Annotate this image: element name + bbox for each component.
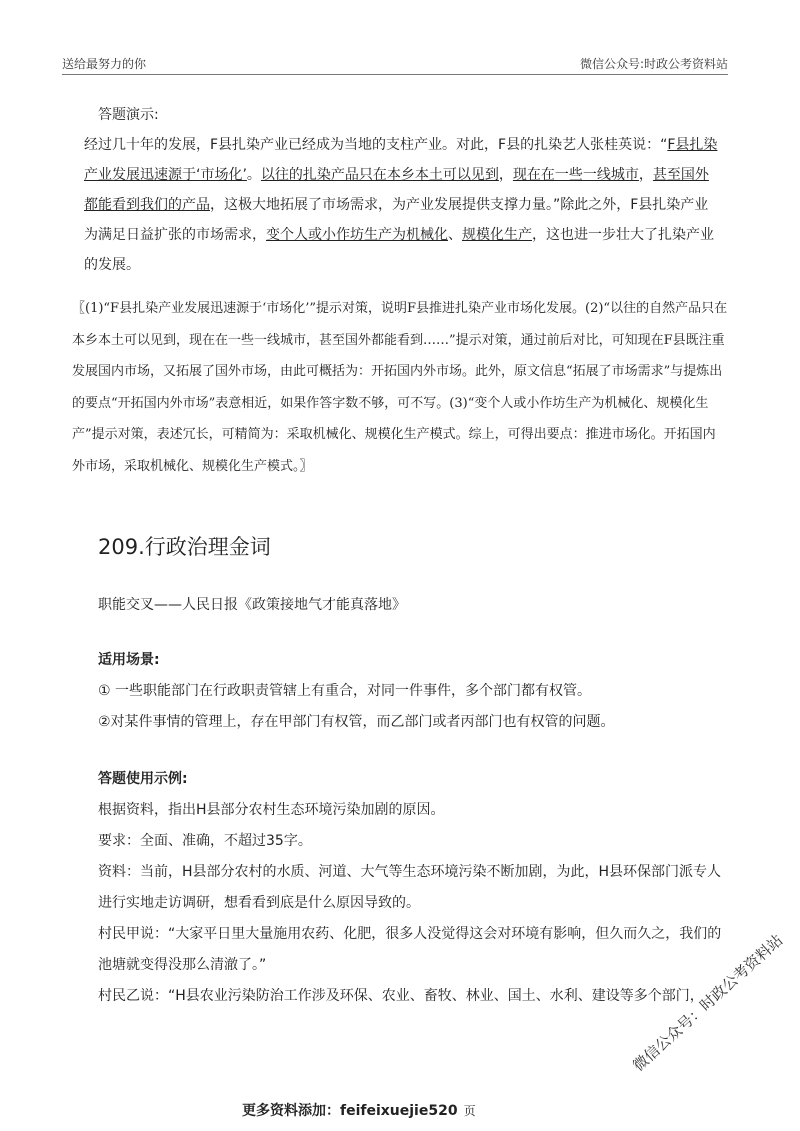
demo-block <box>84 107 722 280</box>
header-right-text: 微信公众号:时政公考资料站 <box>579 57 728 71</box>
example-line-1: 根据资料，指出H县部分农村生态环境污染加剧的原因。 <box>98 802 445 818</box>
demo-text-c: ， <box>498 167 513 183</box>
section-subtitle: 职能交叉——人民日报《政策接地气才能真落地》 <box>98 597 406 613</box>
page-header <box>62 52 728 75</box>
section-body <box>98 590 722 1012</box>
header-left-text: 送给最努力的你 <box>62 57 147 71</box>
page-footer <box>242 1100 476 1120</box>
demo-text-b: 。 <box>246 167 261 183</box>
footer-text: 更多资料添加：feifeixuejie520 <box>242 1103 458 1119</box>
example-line-5: 村民乙说：“H县农业污染防治工作涉及环保、农业、畜牧、林业、国土、水利、建设等多个部门， <box>98 988 704 1004</box>
example-heading: 答题使用示例: <box>98 771 188 787</box>
section-title: 209.行政治理金词 <box>98 535 271 559</box>
demo-underline-4: 甚至国外都能看到我们的产品 <box>84 167 709 213</box>
scene-heading: 适用场景: <box>98 652 160 668</box>
demo-underline-2: 以往的扎染产品只在本乡本土可以见到 <box>260 167 499 183</box>
watermark: 微信公众号：时政公考资料站 <box>629 930 787 1075</box>
example-line-3: 资料：当前，H县部分农村的水质、河道、大气等生态环境污染不断加剧，为此，H县环保部门派专人进行实地走访调研，想看看到底是什么原因导致的。 <box>98 864 722 911</box>
demo-text-e: ，这极大地拓展了市场需求，为产业发展提供支撑力量。”除此之外，F县扎染产业为满足日益扩张的市场需求， <box>84 197 709 243</box>
scene-item-2: ②对某件事情的管理上，存在甲部门有权管，而乙部门或者丙部门也有权管的问题。 <box>98 714 615 730</box>
demo-underline-1: F县扎染产业发展迅速源于‘市场化’ <box>84 137 718 183</box>
demo-text-d: ， <box>638 167 653 183</box>
example-line-2: 要求：全面、准确，不超过35字。 <box>98 833 312 849</box>
demo-underline-5: 变个人或小作坊生产为机械化 <box>266 227 448 243</box>
demo-text-f: 、 <box>448 227 462 243</box>
example-line-4: 村民甲说：“大家平日里大量施用农药、化肥，很多人没觉得这会对环境有影响，但久而久之，我们的池塘就变得没那么清澈了。” <box>98 926 722 973</box>
spacer <box>98 621 722 645</box>
demo-underline-6: 规模化生产 <box>462 227 532 243</box>
demo-text-a: 经过几十年的发展，F县扎染产业已经成为当地的支柱产业。对此，F县的扎染艺人张桂英说：“ <box>84 137 668 153</box>
demo-heading: 答题演示: <box>98 107 159 123</box>
spacer <box>98 738 722 764</box>
demo-underline-3: 现在在一些一线城市 <box>512 167 639 183</box>
demo-text-g: ，这也进一步壮大了扎染产业的发展。 <box>84 227 714 273</box>
demo-paragraph <box>84 130 722 280</box>
analysis-note: 〖(1)“F县扎染产业发展迅速源于‘市场化’”提示对策，说明F县推进扎染产业市场化发展。(2)“以往的自然产品只在本乡本土可以见到，现在在一些一线城市，甚至国外都能看到……”提示对策，通过前后对比，可知现在F县既注重发展国内市场，又拓展了国外市场，由此可概括为：开拓国内外市场。此外，原文信息“拓展了市场需求”与提炼出的要点“开拓国内外市场”表意相近，如果作答字数不够，可不写。(3)“变个人或小作坊生产为机械化、规模化生产”提示对策，表述冗长，可精简为：采取机械化、规模化生产模式。综上，可得出要点：推进市场化。开拓国内外市场，采取机械化、规模化生产模式。〗 <box>72 301 728 474</box>
footer-page-label: 页 <box>463 1104 476 1118</box>
scene-item-1: ① 一些职能部门在行政职责管辖上有重合，对同一件事件，多个部门都有权管。 <box>98 683 591 699</box>
